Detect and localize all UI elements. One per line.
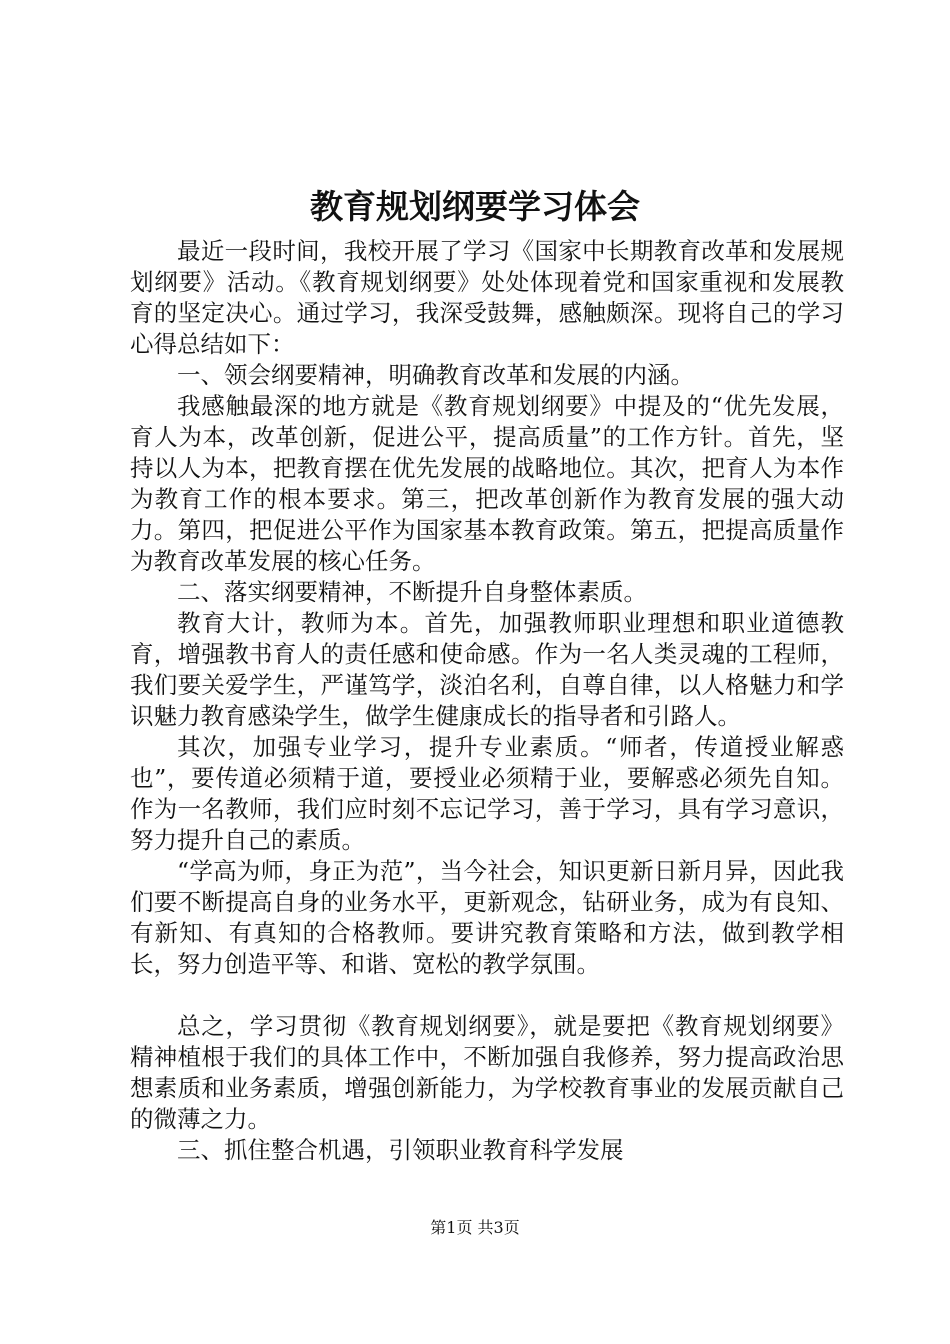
document-body <box>130 236 844 1166</box>
paragraph-intro: 最近一段时间，我校开展了学习《国家中长期教育改革和发展规划纲要》活动。《教育规划纲要》处处体现着党和国家重视和发展教育的坚定决心。通过学习，我深受鼓舞，感触颇深。现将自己的学习心得总结如下： <box>130 237 844 358</box>
document-title: 教育规划纲要学习体会 <box>310 187 640 226</box>
paragraph-teacher-ethics: 教育大计，教师为本。首先，加强教师职业理想和职业道德教育，增强教书育人的责任感和使命感。作为一名人类灵魂的工程师，我们要关爱学生，严谨笃学，淡泊名利，自尊自律，以人格魅力和学识魅力教育感染学生，做学生健康成长的指导者和引路人。 <box>130 609 844 730</box>
paragraph-role-model: “学高为师，身正为范”，当今社会，知识更新日新月异，因此我们要不断提高自身的业务水平，更新观念，钻研业务，成为有良知、有新知、有真知的合格教师。要讲究教育策略和方法，做到教学相长，努力创造平等、和谐、宽松的教学氛围。 <box>130 857 844 978</box>
paragraph-spacer <box>130 980 844 1011</box>
paragraph-conclusion: 总之，学习贯彻《教育规划纲要》，就是要把《教育规划纲要》精神植根于我们的具体工作中，不断加强自我修养，努力提高政治思想素质和业务素质，增强创新能力，为学校教育事业的发展贡献自己的微薄之力。 <box>130 1012 844 1133</box>
paragraph-guidelines: 我感触最深的地方就是《教育规划纲要》中提及的“优先发展，育人为本，改革创新，促进公平，提高质量”的工作方针。首先，坚持以人为本，把教育摆在优先发展的战略地位。其次，把育人为本作为教育工作的根本要求。第三，把改革创新作为教育发展的强大动力。第四，把促进公平作为国家基本教育政策。第五，把提高质量作为教育改革发展的核心任务。 <box>130 392 844 575</box>
paragraph-professional-study: 其次，加强专业学习，提升专业素质。“师者，传道授业解惑也”，要传道必须精于道，要授业必须精于业，要解惑必须先自知。作为一名教师，我们应时刻不忘记学习，善于学习，具有学习意识，努力提升自己的素质。 <box>130 733 844 854</box>
section-heading-1: 一、领会纲要精神，明确教育改革和发展的内涵。 <box>177 361 694 389</box>
page-number-footer: 第1页 共3页 <box>430 1218 520 1237</box>
section-heading-3: 三、抓住整合机遇，引领职业教育科学发展 <box>177 1136 624 1164</box>
section-heading-2: 二、落实纲要精神，不断提升自身整体素质。 <box>177 578 647 606</box>
